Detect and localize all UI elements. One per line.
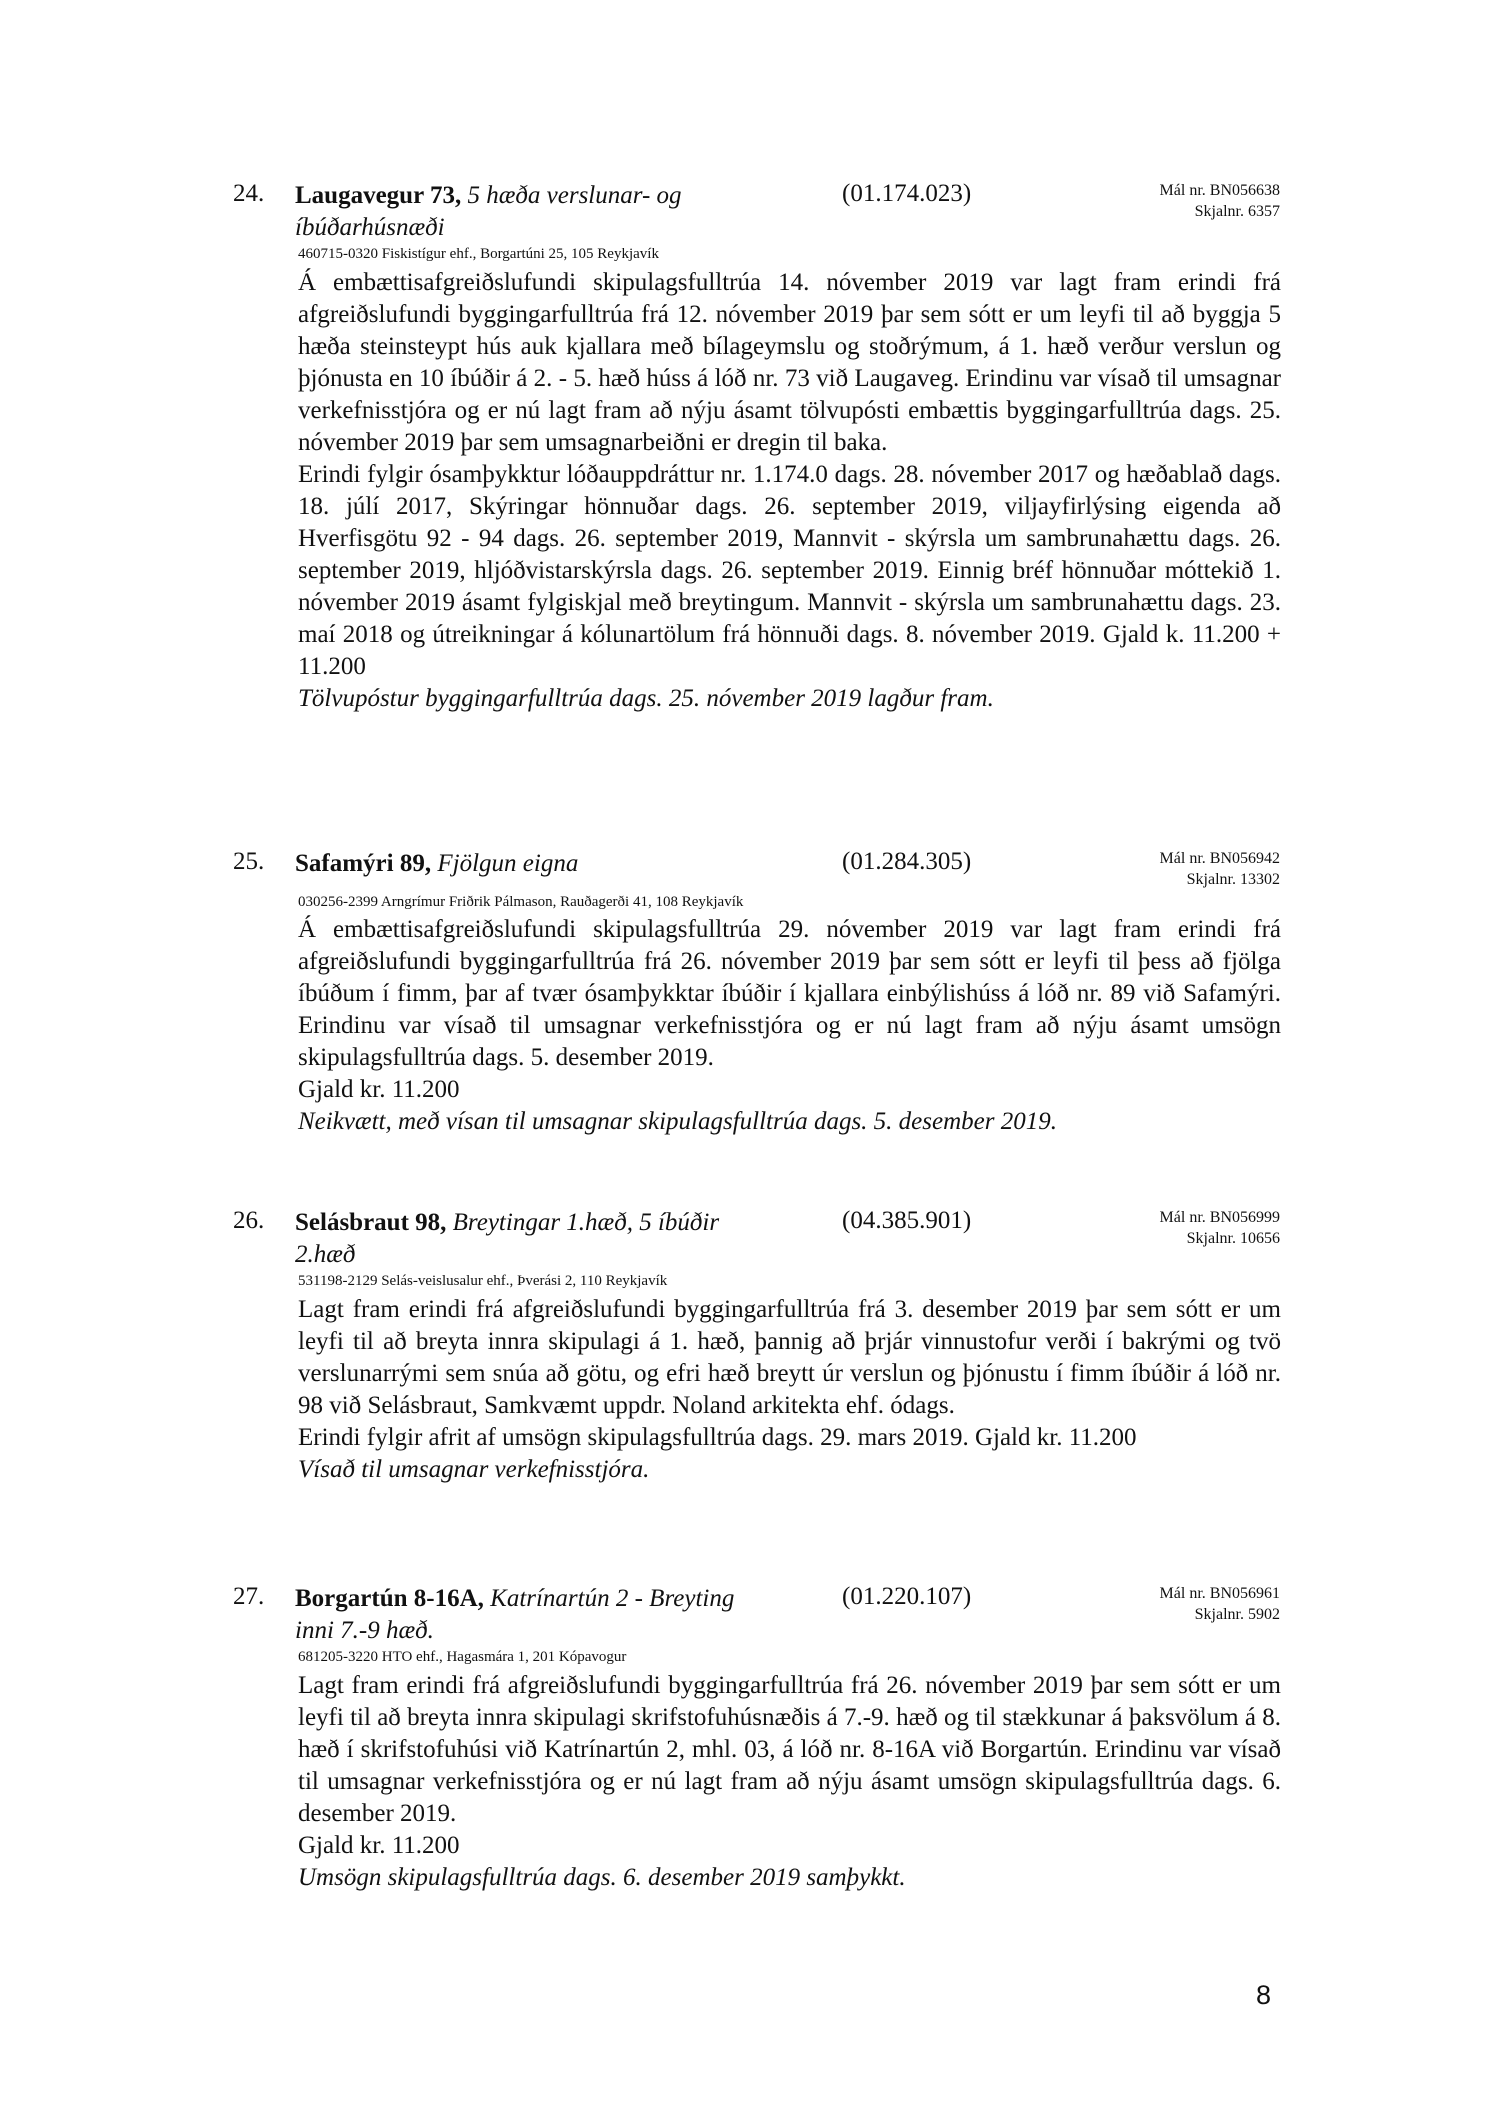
case-info: [1160, 1207, 1280, 1249]
item-number: 26.: [233, 1207, 265, 1234]
applicant: 460715-0320 Fiskistígur ehf., Borgartúni 25, 105 Reykjavík: [298, 246, 659, 262]
street-address: Laugavegur 73,: [295, 182, 462, 209]
case-number: Mál nr. BN056942: [1159, 850, 1280, 867]
file-number: Skjalnr. 10656: [1186, 1230, 1280, 1247]
item-body: [298, 1670, 1281, 1894]
item-body: [298, 914, 1281, 1138]
resolution: Neikvætt, með vísan til umsagnar skipulagsfulltrúa dags. 5. desember 2019.: [298, 1108, 1057, 1135]
paragraph: Á embættisafgreiðslufundi skipulagsfulltrúa 29. nóvember 2019 var lagt fram erindi frá afgreiðslufundi byggingarfulltrúa frá 26. nóvember 2019 þar sem sótt er leyfi til þess að fjölga íbúðum í fimm, þar af tvær ósamþykktar íbúðir í kjallara einbýlishúss á lóð nr. 89 við Safamýri. Erindinu var vísað til umsagnar verkefnisstjóra og er nú lagt fram að nýju ásamt umsögn skipulagsfulltrúa dags. 5. desember 2019.: [298, 916, 1281, 1071]
item-description: 5 hæða verslunar- og íbúðarhúsnæði: [295, 182, 682, 241]
land-code: (01.284.305): [842, 848, 972, 875]
paragraph: Lagt fram erindi frá afgreiðslufundi byggingarfulltrúa frá 26. nóvember 2019 þar sem sótt er um leyfi til að breyta innra skipulagi skrifstofuhúsnæðis á 7.-9. hæð og til stækkunar á þaksvölum á 8. hæð í skrifstofuhúsi við Katrínartún 2, mhl. 03, á lóð nr. 8-16A við Borgartún. Erindinu var vísað til umsagnar verkefnisstjóra og er nú lagt fram að nýju ásamt umsögn skipulagsfulltrúa dags. 6. desember 2019.: [298, 1672, 1281, 1827]
item-number: 27.: [233, 1583, 265, 1610]
item-body: [298, 267, 1281, 715]
resolution: Vísað til umsagnar verkefnisstjóra.: [298, 1456, 650, 1483]
item-description: Fjölgun eigna: [437, 850, 579, 877]
file-number: Skjalnr. 13302: [1186, 871, 1280, 888]
paragraph: Gjald kr. 11.200: [298, 1832, 460, 1859]
item-title: [295, 848, 775, 880]
case-number: Mál nr. BN056999: [1159, 1209, 1280, 1226]
street-address: Borgartún 8-16A,: [295, 1585, 484, 1612]
applicant: 531198-2129 Selás-veislusalur ehf., Þverási 2, 110 Reykjavík: [298, 1273, 668, 1289]
item-title: [295, 1583, 775, 1647]
resolution: Tölvupóstur byggingarfulltrúa dags. 25. nóvember 2019 lagður fram.: [298, 685, 994, 712]
land-code: (01.220.107): [842, 1583, 972, 1610]
land-code: (04.385.901): [842, 1207, 972, 1234]
page-number: 8: [1256, 1980, 1272, 2010]
item-number: 24.: [233, 180, 265, 207]
item-description: Katrínartún 2 - Breyting inni 7.-9 hæð.: [295, 1585, 735, 1644]
item-body: [298, 1294, 1281, 1486]
case-info: [1160, 848, 1280, 890]
item-title: [295, 180, 775, 244]
street-address: Selásbraut 98,: [295, 1209, 447, 1236]
paragraph: Erindi fylgir ósamþykktur lóðauppdráttur nr. 1.174.0 dags. 28. nóvember 2017 og hæðablað dags. 18. júlí 2017, Skýringar hönnuðar dags. 26. september 2019, viljayfirlýsing eigenda að Hverfisgötu 92 - 94 dags. 26. september 2019, Mannvit - skýrsla um sambrunahættu dags. 26. september 2019, hljóðvistarskýrsla dags. 26. september 2019. Einnig bréf hönnuðar móttekið 1. nóvember 2019 ásamt fylgiskjal með breytingum. Mannvit - skýrsla um sambrunahættu dags. 23. maí 2018 og útreikningar á kólunartölum frá hönnuði dags. 8. nóvember 2019. Gjald k. 11.200 + 11.200: [298, 461, 1281, 680]
item-number: 25.: [233, 848, 265, 875]
applicant: 030256-2399 Arngrímur Friðrik Pálmason, Rauðagerði 41, 108 Reykjavík: [298, 894, 744, 910]
item-description: Breytingar 1.hæð, 5 íbúðir 2.hæð: [295, 1209, 720, 1268]
street-address: Safamýri 89,: [295, 850, 432, 877]
paragraph: Lagt fram erindi frá afgreiðslufundi byggingarfulltrúa frá 3. desember 2019 þar sem sótt er um leyfi til að breyta innra skipulagi á 1. hæð, þannig að þrjár vinnustofur verði í bakrými og tvö verslunarrými sem snúa að götu, og efri hæð breytt úr verslun og þjónustu í fimm íbúðir á lóð nr. 98 við Selásbraut, Samkvæmt uppdr. Noland arkitekta ehf. ódags.: [298, 1296, 1281, 1419]
paragraph: Gjald kr. 11.200: [298, 1076, 460, 1103]
case-number: Mál nr. BN056961: [1159, 1585, 1280, 1602]
case-info: [1160, 180, 1280, 222]
file-number: Skjalnr. 5902: [1194, 1606, 1280, 1623]
paragraph: Á embættisafgreiðslufundi skipulagsfulltrúa 14. nóvember 2019 var lagt fram erindi frá afgreiðslufundi byggingarfulltrúa frá 12. nóvember 2019 þar sem sótt er um leyfi til að byggja 5 hæða steinsteypt hús auk kjallara með bílageymslu og stoðrýmum, á 1. hæð verður verslun og þjónusta en 10 íbúðir á 2. - 5. hæð húss á lóð nr. 73 við Laugaveg. Erindinu var vísað til umsagnar verkefnisstjóra og er nú lagt fram að nýju ásamt tölvupósti embættis byggingarfulltrúa dags. 25. nóvember 2019 þar sem umsagnarbeiðni er dregin til baka.: [298, 269, 1281, 456]
case-number: Mál nr. BN056638: [1159, 182, 1280, 199]
paragraph: Erindi fylgir afrit af umsögn skipulagsfulltrúa dags. 29. mars 2019. Gjald kr. 11.200: [298, 1424, 1137, 1451]
applicant: 681205-3220 HTO ehf., Hagasmára 1, 201 Kópavogur: [298, 1649, 627, 1665]
item-title: [295, 1207, 775, 1271]
resolution: Umsögn skipulagsfulltrúa dags. 6. desember 2019 samþykkt.: [298, 1864, 906, 1891]
land-code: (01.174.023): [842, 180, 972, 207]
case-info: [1160, 1583, 1280, 1625]
file-number: Skjalnr. 6357: [1194, 203, 1280, 220]
